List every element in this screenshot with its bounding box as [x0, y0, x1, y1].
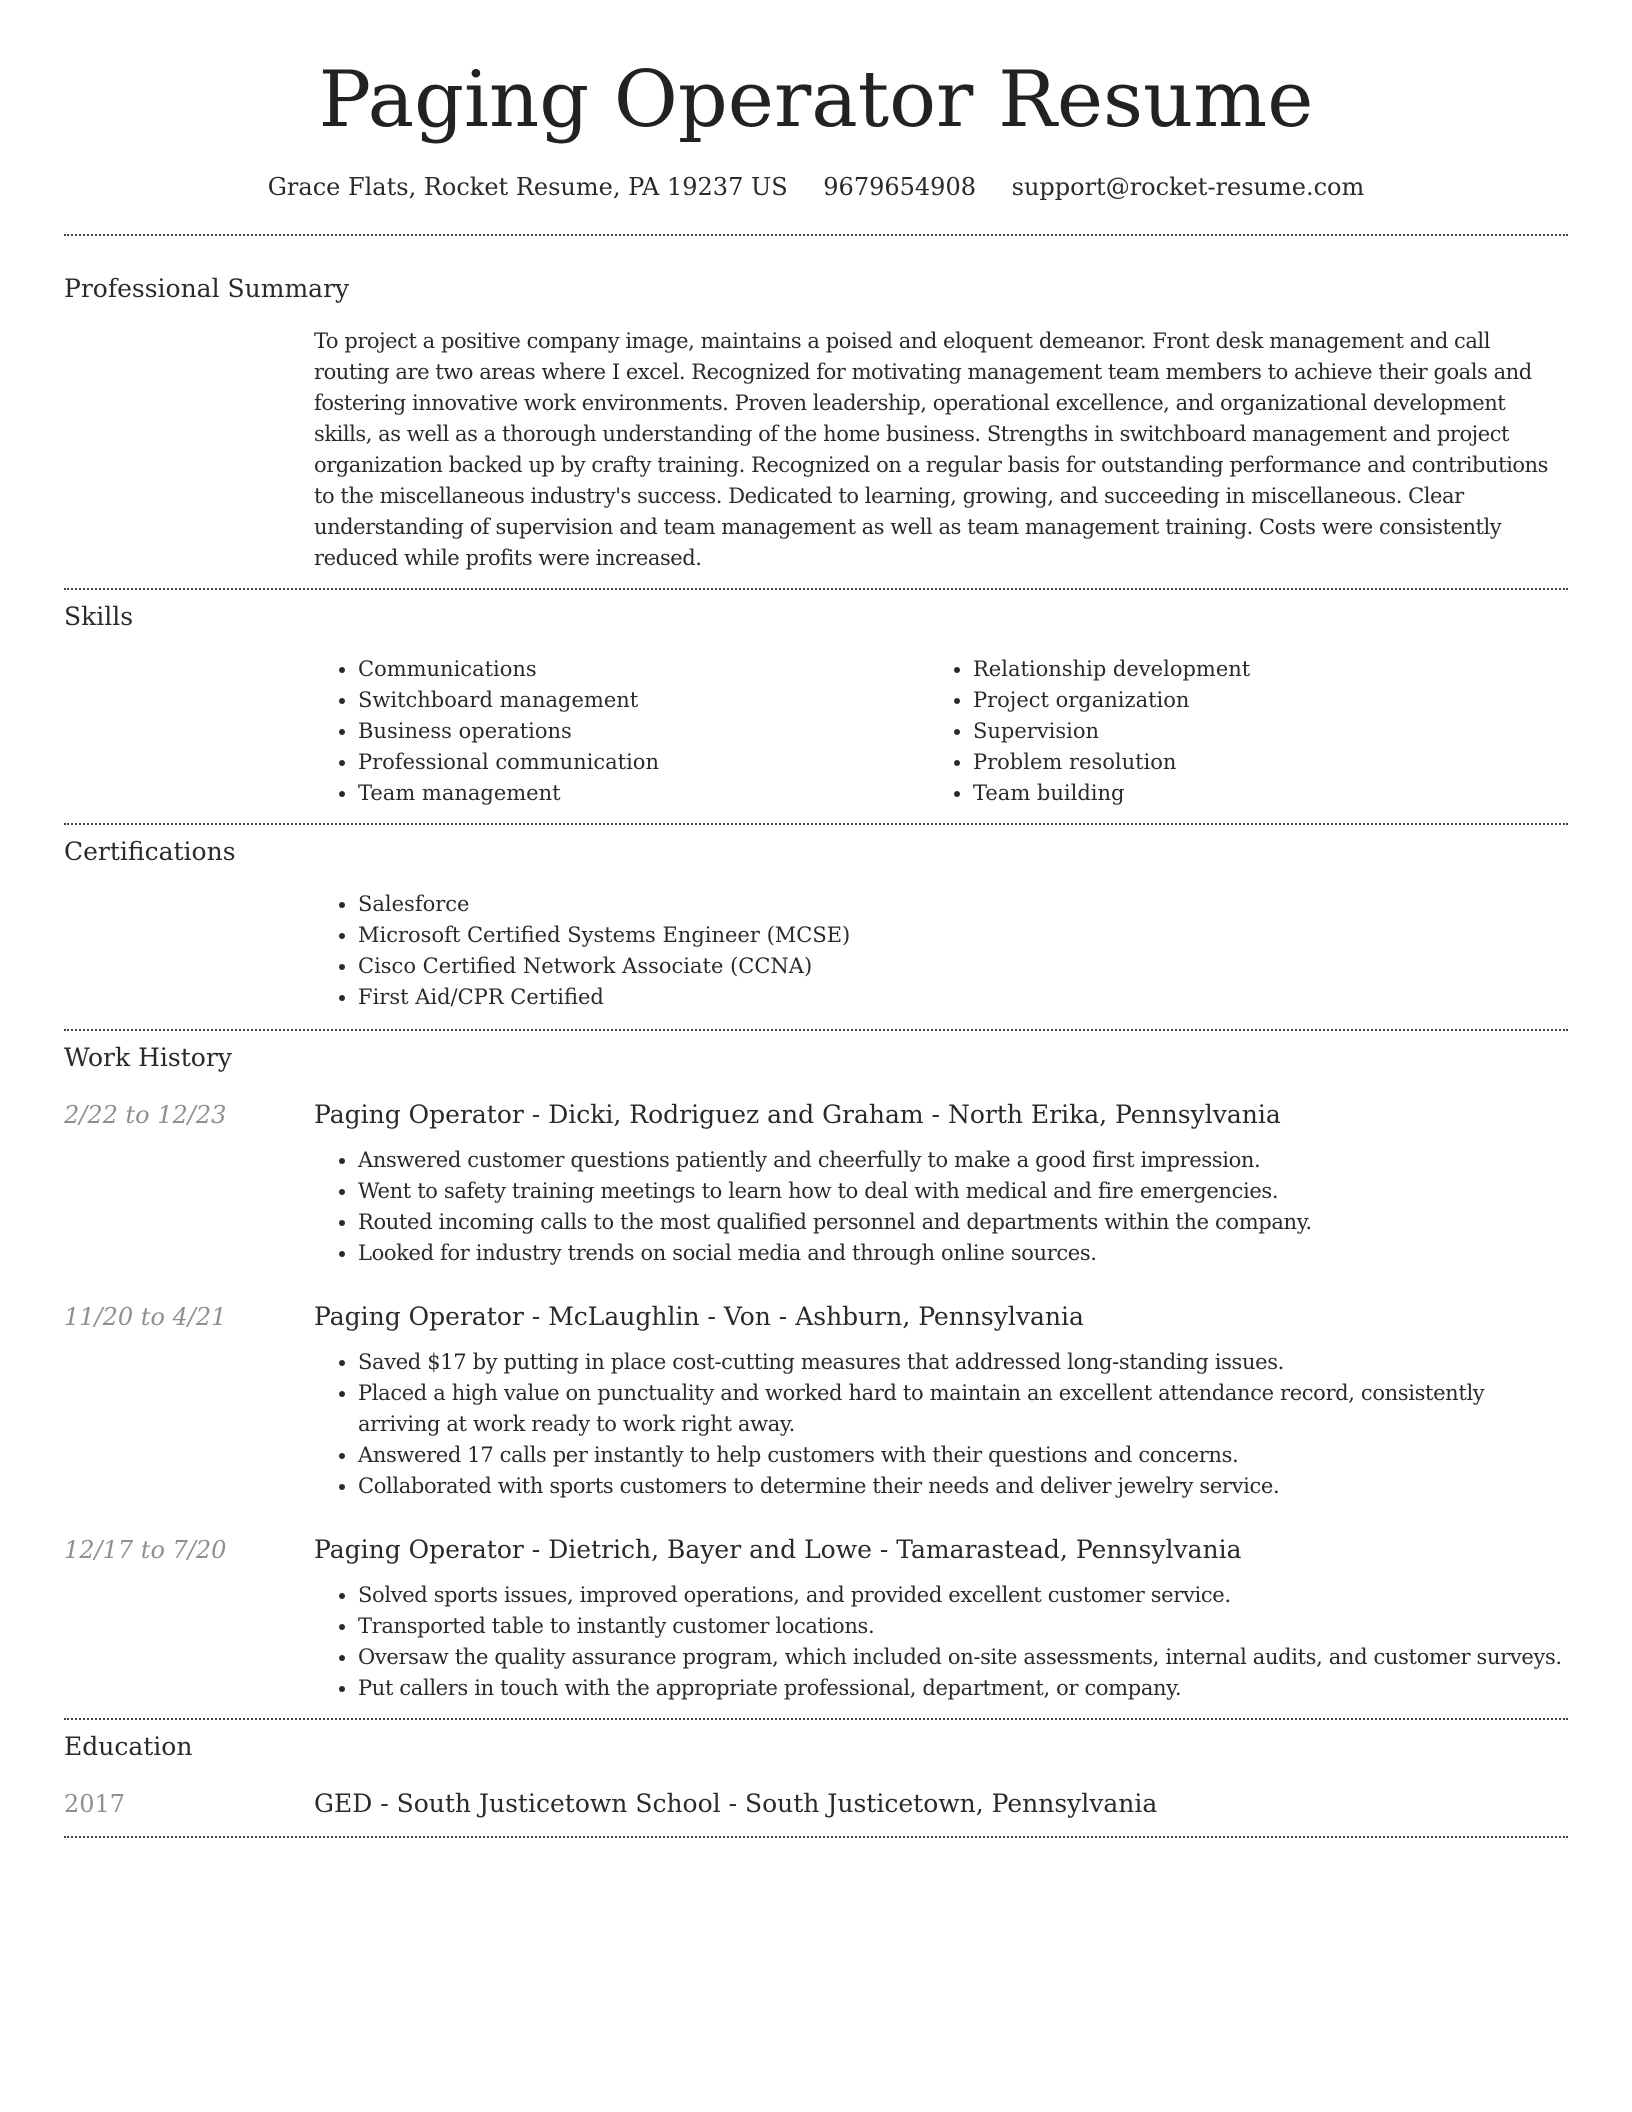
summary-section: [64, 236, 1568, 588]
list-item: • Answered 17 calls per instantly to help customers with their questions and concerns.: [358, 1440, 1568, 1471]
summary-content: [314, 326, 1568, 574]
list-item: • Professional communication: [358, 747, 929, 778]
education-heading: Education: [64, 1732, 193, 1761]
list-item: • Team building: [973, 778, 1544, 809]
summary-text: To project a positive company image, maintains a poised and eloquent demeanor. Front desk management and call routing are two areas where I excel. Recognized for motivating management team members to achieve their goals and fostering innovative work environments. Proven leadership, operational excellence, and organizational development skills, as well as a thorough understanding of the home business. Strengths in switchboard management and project organization backed up by crafty training. Recognized on a regular basis for outstanding performance and contributions to the miscellaneous industry's success. Dedicated to learning, growing, and succeeding in miscellaneous. Clear understanding of supervision and team management as well as team management training. Costs were consistently reduced while profits were increased.: [314, 329, 1548, 570]
job-entry: [64, 1301, 1568, 1502]
list-item: • Cisco Certified Network Associate (CCNA): [358, 951, 1568, 982]
list-item: • Project organization: [973, 685, 1544, 716]
work-history-section: [64, 1031, 1568, 1718]
certifications-content: [314, 889, 1568, 1013]
list-item: • Relationship development: [973, 654, 1544, 685]
address-text: Grace Flats, Rocket Resume, PA 19237 US: [267, 173, 788, 201]
list-item: • Supervision: [973, 716, 1544, 747]
list-item: • Switchboard management: [358, 685, 929, 716]
job-dates: 12/17 to 7/20: [64, 1536, 227, 1564]
skills-heading: Skills: [64, 602, 134, 631]
job-bullets: [314, 1347, 1568, 1502]
list-item: • First Aid/CPR Certified: [358, 982, 1568, 1013]
list-item: • Put callers in touch with the appropriate professional, department, or company.: [358, 1673, 1568, 1704]
job-entry: [64, 1534, 1568, 1704]
list-item: • Problem resolution: [973, 747, 1544, 778]
job-title: Paging Operator - Dietrich, Bayer and Lowe - Tamarastead, Pennsylvania: [314, 1535, 1242, 1564]
work-history-heading: Work History: [64, 1043, 232, 1072]
phone-text: 9679654908: [823, 173, 976, 201]
skills-grid: [314, 654, 1568, 809]
email-text: support@rocket-resume.com: [1011, 173, 1365, 201]
summary-heading: Professional Summary: [64, 274, 350, 303]
certifications-section: [64, 825, 1568, 1029]
job-body: [314, 1301, 1568, 1502]
list-item: • Routed incoming calls to the most qualified personnel and departments within the company.: [358, 1207, 1568, 1238]
list-item: • Placed a high value on punctuality and worked hard to maintain an excellent attendance record, consistently arriving at work ready to work right away.: [358, 1378, 1568, 1440]
divider: [64, 1836, 1568, 1838]
job-title: Paging Operator - McLaughlin - Von - Ashburn, Pennsylvania: [314, 1302, 1084, 1331]
skills-list-left: [314, 654, 929, 809]
job-dates: 11/20 to 4/21: [64, 1303, 227, 1331]
list-item: • Business operations: [358, 716, 929, 747]
job-entry: [64, 1099, 1568, 1269]
skills-column-left: [314, 654, 929, 809]
job-body: [314, 1534, 1568, 1704]
education-section: [64, 1720, 1568, 1836]
education-body: [314, 1788, 1568, 1820]
job-body: [314, 1099, 1568, 1269]
skills-section: [64, 590, 1568, 823]
list-item: • Team management: [358, 778, 929, 809]
contact-line: [64, 172, 1568, 202]
certifications-list: [314, 889, 1568, 1013]
education-title: GED - South Justicetown School - South Justicetown, Pennsylvania: [314, 1789, 1158, 1818]
job-bullets: [314, 1580, 1568, 1704]
list-item: • Went to safety training meetings to learn how to deal with medical and fire emergencies.: [358, 1176, 1568, 1207]
list-item: • Saved $17 by putting in place cost-cutting measures that addressed long-standing issues.: [358, 1347, 1568, 1378]
skills-list-right: [929, 654, 1544, 809]
list-item: • Answered customer questions patiently and cheerfully to make a good first impression.: [358, 1145, 1568, 1176]
education-year: 2017: [64, 1790, 126, 1818]
list-item: • Looked for industry trends on social media and through online sources.: [358, 1238, 1568, 1269]
certifications-heading: Certifications: [64, 837, 236, 866]
list-item: • Collaborated with sports customers to determine their needs and deliver jewelry service.: [358, 1471, 1568, 1502]
list-item: • Microsoft Certified Systems Engineer (MCSE): [358, 920, 1568, 951]
list-item: • Communications: [358, 654, 929, 685]
page-title: Paging Operator Resume: [318, 55, 1314, 145]
job-bullets: [314, 1145, 1568, 1269]
list-item: • Salesforce: [358, 889, 1568, 920]
education-entry: [64, 1788, 1568, 1820]
list-item: • Transported table to instantly customer locations.: [358, 1611, 1568, 1642]
job-title: Paging Operator - Dicki, Rodriguez and Graham - North Erika, Pennsylvania: [314, 1100, 1281, 1129]
list-item: • Solved sports issues, improved operations, and provided excellent customer service.: [358, 1580, 1568, 1611]
list-item: • Oversaw the quality assurance program, which included on-site assessments, internal audits, and customer surveys.: [358, 1642, 1568, 1673]
job-dates: 2/22 to 12/23: [64, 1101, 227, 1129]
skills-column-right: [929, 654, 1544, 809]
